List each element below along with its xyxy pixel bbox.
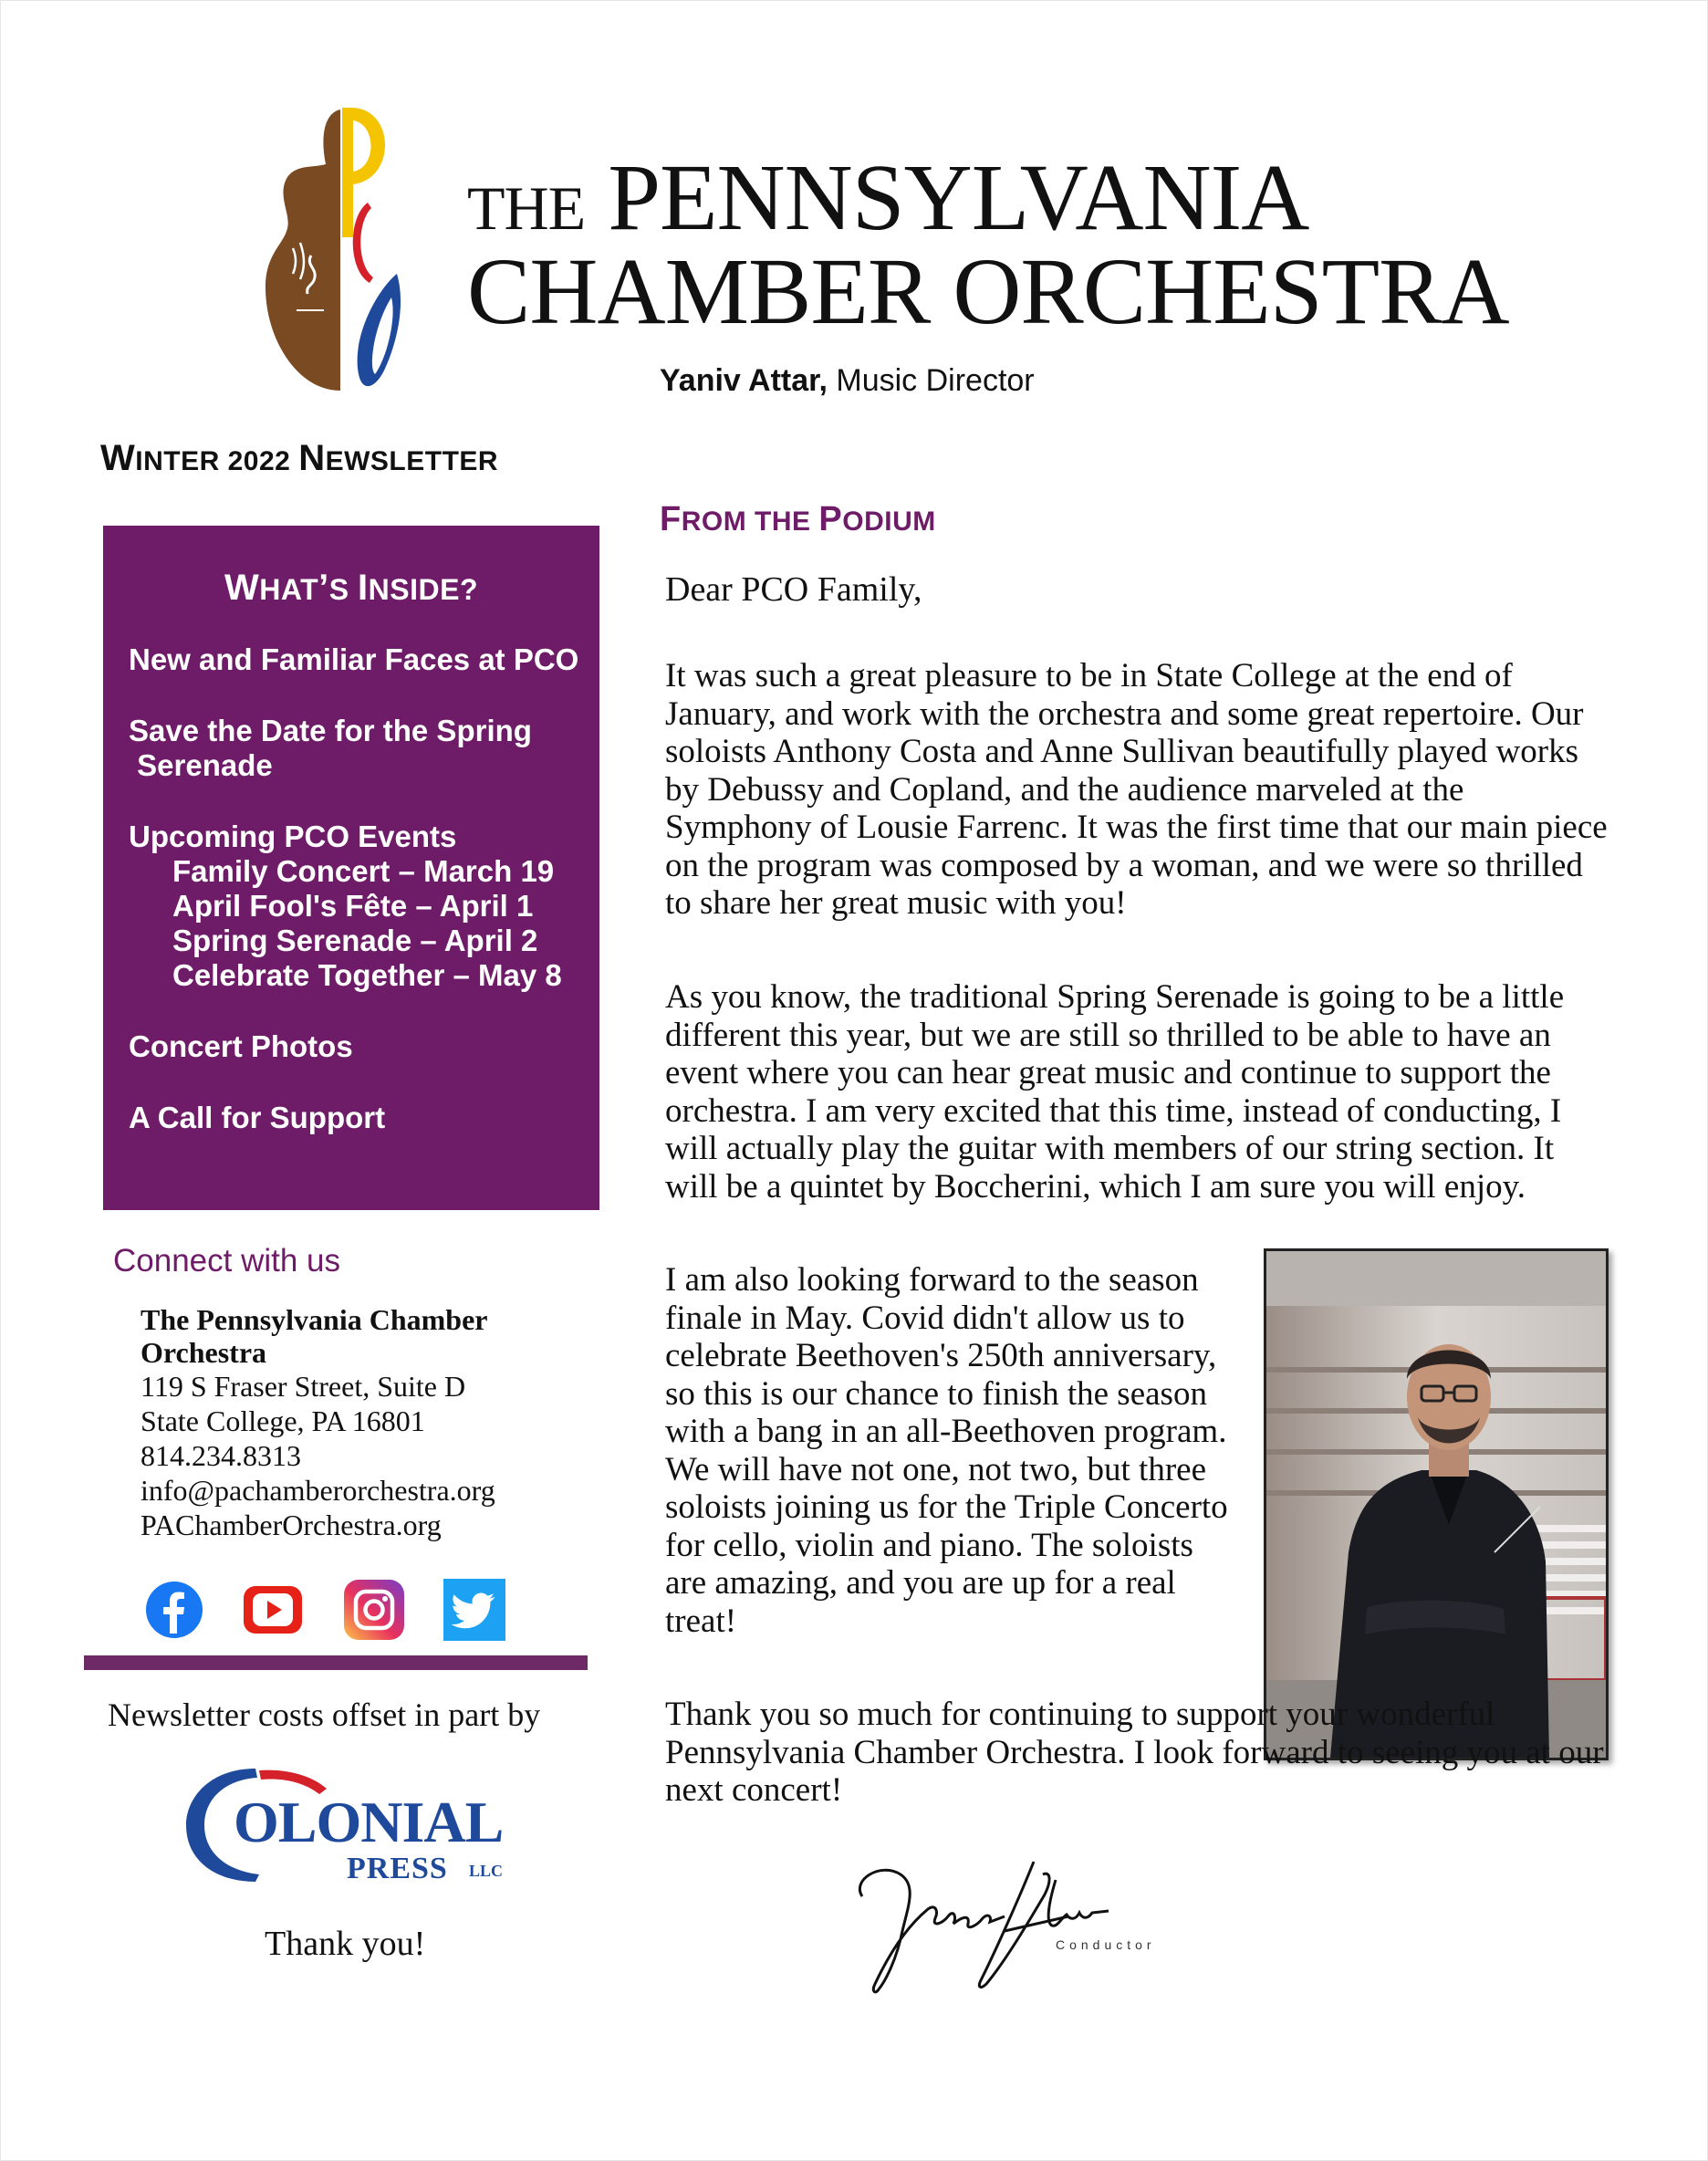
- title-pennsylvania: PENNSYLVANIA: [608, 145, 1309, 250]
- colonial-press-logo: [182, 1761, 520, 1889]
- conductor-photo: [1264, 1248, 1609, 1760]
- issue-title-initial: W: [100, 438, 136, 478]
- toc-item-new-faces[interactable]: New and Familiar Faces at PCO: [129, 642, 579, 676]
- toc-item-concert-photos[interactable]: Concert Photos: [129, 1029, 353, 1063]
- youtube-icon[interactable]: [242, 1579, 304, 1641]
- issue-title-part: INTER 2022: [135, 446, 299, 476]
- from-the-podium-title: [660, 500, 936, 539]
- issue-title-initial-2: N: [298, 438, 326, 478]
- music-director: [660, 363, 1035, 399]
- letter-paragraph-1: It was such a great pleasure to be in State College at the end of January, and work with the orchestra and some great repertoire. Our soloists Anthony Costa and Anne Sullivan beautifully played works by Debussy and Copland, and the audience marveled at the Symphony of Lousie Farrenc. It was the first time that our main piece on the program was composed by a woman, and we were so thrilled to share her great music with you!: [665, 657, 1608, 922]
- contact-block: [141, 1303, 551, 1542]
- toc-item-save-the-date[interactable]: Save the Date for the Spring: [129, 714, 532, 747]
- contact-address-1: 119 S Fraser Street, Suite D: [141, 1370, 466, 1403]
- letter-c-icon: [353, 203, 373, 283]
- inside-title-s: S: [328, 573, 359, 606]
- conductor-signature: [844, 1843, 1172, 1999]
- inside-title-hat: HAT: [259, 573, 319, 606]
- section-divider: [84, 1655, 588, 1670]
- inside-title-apos: ’: [318, 568, 329, 608]
- issue-title-part-2: EWSLETTER: [325, 446, 499, 476]
- letter-paragraph-2: As you know, the traditional Spring Serenade is going to be a little different this year, but we are still so thrilled to be able to have an event where you can hear great music and continue to support the orchestra. I am very excited that this time, instead of conducting, I will actually play the guitar with members of our string section. It will be a quintet by Boccherini, which I am sure you will enjoy.: [665, 978, 1565, 1206]
- director-name: Yaniv Attar,: [660, 363, 828, 398]
- letter-o-icon: [358, 274, 401, 386]
- sponsor-logo-sub: PRESS: [347, 1852, 448, 1885]
- facebook-icon[interactable]: [143, 1579, 205, 1641]
- toc-item-upcoming-events[interactable]: Upcoming PCO Events: [129, 820, 457, 853]
- contact-address-2: State College, PA 16801: [141, 1404, 425, 1437]
- signature-role: Conductor: [1056, 1937, 1156, 1952]
- instagram-icon[interactable]: [343, 1579, 405, 1641]
- title-chamber-orchestra: CHAMBER ORCHESTRA: [467, 238, 1509, 344]
- connect-title: Connect with us: [113, 1243, 341, 1279]
- organization-title: [467, 145, 1562, 344]
- contact-email[interactable]: info@pachamberorchestra.org: [141, 1474, 495, 1507]
- podium-title-p: P: [818, 500, 843, 538]
- letter-paragraph-3: I am also looking forward to the season finale in May. Covid didn't allow us to celebrate Beethoven's 250th anniversary, so this is our chance to finish the season with a bang in an all-Beethoven program. We will have not one, not two, but three soloists joining us for the Triple Concerto for cello, violin and piano. The soloists are amazing, and you are up for a real treat!: [665, 1261, 1228, 1640]
- violin-icon: [266, 110, 340, 391]
- sponsor-logo-main: OLONIAL: [234, 1790, 504, 1854]
- contact-phone[interactable]: 814.234.8313: [141, 1439, 301, 1472]
- orchestra-logo: [260, 100, 420, 402]
- letter-salutation: Dear PCO Family,: [665, 570, 922, 609]
- letter-paragraph-4: Thank you so much for continuing to support your wonderful Pennsylvania Chamber Orchestra. I look forward to seeing you at our next concert!: [665, 1696, 1604, 1809]
- inside-title-i: I: [358, 568, 369, 608]
- toc-event-family-concert[interactable]: Family Concert – March 19: [172, 854, 555, 888]
- podium-title-odium: ODIUM: [842, 506, 936, 537]
- toc-event-celebrate-together[interactable]: Celebrate Together – May 8: [172, 958, 562, 992]
- podium-title-rom: ROM THE: [681, 506, 819, 537]
- toc-event-spring-serenade[interactable]: Spring Serenade – April 2: [172, 924, 538, 957]
- inside-title-w: W: [224, 568, 260, 608]
- whats-inside-title: [103, 568, 599, 609]
- contact-org-name: The Pennsylvania Chamber Orchestra: [141, 1303, 487, 1369]
- twitter-icon[interactable]: [443, 1579, 505, 1641]
- toc-event-april-fools[interactable]: April Fool's Fête – April 1: [172, 889, 534, 923]
- toc-item-call-for-support[interactable]: A Call for Support: [129, 1101, 386, 1134]
- podium-title-f: F: [660, 500, 682, 538]
- whats-inside-box: [103, 526, 599, 1210]
- toc-item-serenade[interactable]: Serenade: [129, 748, 273, 782]
- thank-you-text: Thank you!: [265, 1925, 426, 1963]
- title-the: THE: [467, 173, 586, 243]
- newsletter-issue-title: [100, 438, 498, 479]
- director-role: Music Director: [827, 363, 1035, 398]
- contact-website[interactable]: PAChamberOrchestra.org: [141, 1509, 442, 1541]
- sponsor-note: Newsletter costs offset in part by: [108, 1696, 541, 1733]
- inside-title-nside: NSIDE?: [368, 573, 478, 606]
- sponsor-logo-llc: LLC: [469, 1862, 504, 1880]
